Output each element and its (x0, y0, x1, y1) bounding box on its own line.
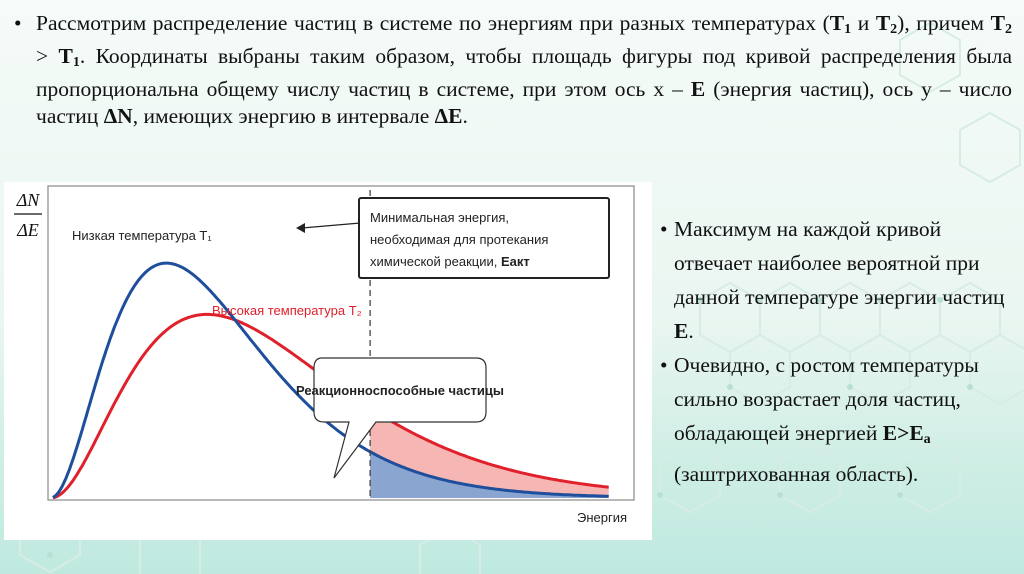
bullet-marker: • (660, 353, 668, 377)
distribution-chart (4, 182, 652, 540)
delta-n-symbol: ΔN (103, 104, 133, 128)
compare-operator: > (36, 44, 59, 68)
callout-line-2: необходимая для протекания (370, 232, 549, 247)
intro-and: и (851, 11, 876, 35)
t1-subscript: 1 (844, 22, 852, 37)
bullet-marker: • (660, 217, 668, 241)
point-2 (660, 348, 1012, 491)
distribution-figure (4, 182, 652, 540)
intro-text-4: (энергия частиц), ось у – число частиц (36, 77, 1012, 128)
compare-t1: T (58, 44, 73, 68)
label-high-temperature: Высокая температура T₂ (212, 303, 362, 318)
t2-subscript: 2 (890, 22, 898, 37)
bullet-marker: • (14, 11, 22, 35)
y-axis-label-top: ΔN (16, 190, 40, 210)
reactive-particles-label: Реакционноспособные частицы (295, 383, 505, 398)
callout-eact: Еакт (500, 254, 530, 269)
compare-t2: T (990, 11, 1005, 35)
intro-text-2: ), причем (897, 11, 991, 35)
point-2-text: Очевидно, с ростом температуры сильно возрастает доля частиц, обладающей энергией (674, 353, 979, 445)
point-1-text: Максимум на каждой кривой отвечает наиболее вероятной при данной температуре энергии частиц (674, 217, 1005, 309)
intro-paragraph (14, 10, 1012, 130)
intro-text-1: Рассмотрим распределение частиц в системе по энергиям при разных температурах ( (36, 11, 830, 35)
t2-symbol: T (875, 11, 891, 35)
point-2-end: (заштрихованная область). (674, 462, 919, 486)
callout-arrowhead (296, 223, 305, 233)
callout-line-1: Минимальная энергия, (370, 210, 510, 225)
right-column (660, 212, 1012, 491)
compare-t1-sub: 1 (72, 55, 80, 70)
intro-text-3: . Координаты выбраны таким образом, чтобы площадь фигуры под кривой распределения была пропорциональна общему числу частиц в системе, при этом ось х – (36, 44, 1012, 101)
delta-e-symbol: ΔE (434, 104, 463, 128)
point-1-bold: E (674, 319, 689, 343)
x-axis-label: Энергия (576, 510, 628, 525)
point-2-sub: a (923, 432, 931, 447)
intro-text-6: . (462, 104, 468, 128)
label-low-temperature: Низкая температура T₁ (72, 228, 212, 243)
intro-text-5: , имеющих энергию в интервале (132, 104, 435, 128)
compare-t2-sub: 2 (1004, 22, 1012, 37)
y-axis-label-bottom: ΔE (17, 220, 39, 240)
callout-line-3: химической реакции, (370, 254, 501, 269)
point-1 (660, 212, 1012, 348)
energy-symbol: E (690, 77, 706, 101)
point-2-bold: E>E (882, 421, 924, 445)
point-1-end: . (688, 319, 694, 343)
t1-symbol: T (829, 11, 845, 35)
